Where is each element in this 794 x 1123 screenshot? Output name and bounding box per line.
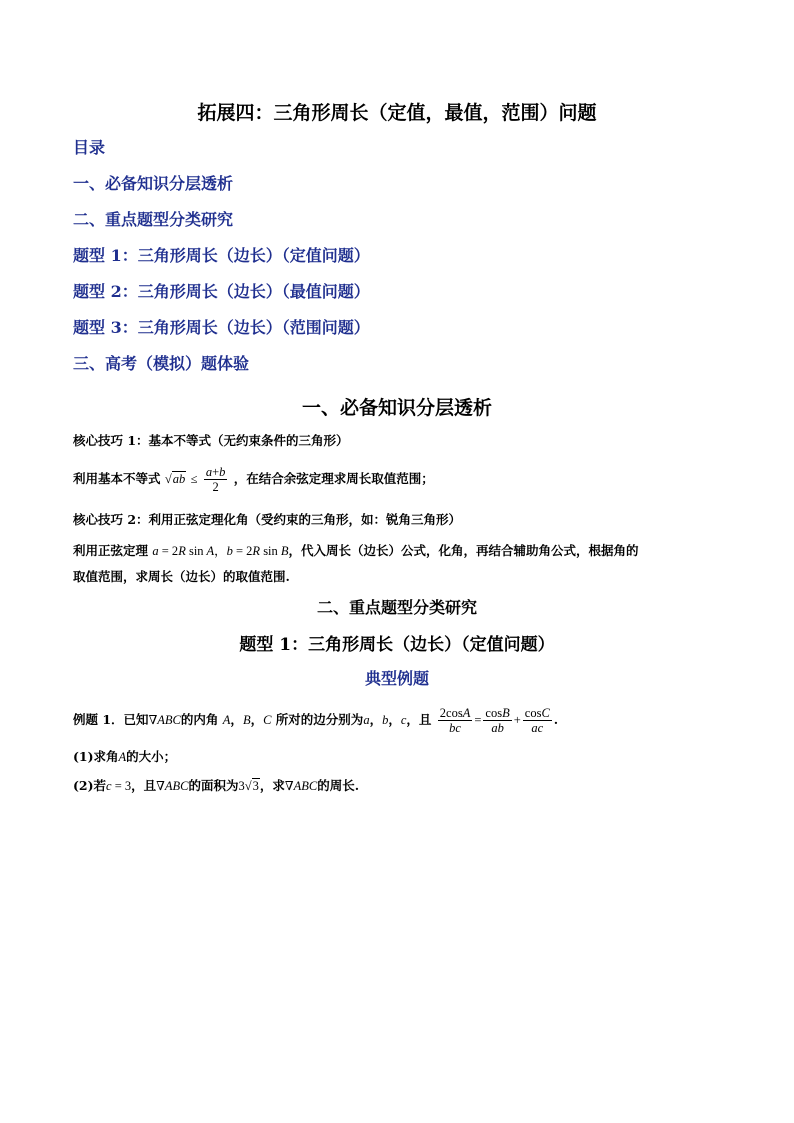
section1-heading: 一、必备知识分层透析 (301, 397, 492, 419)
page-title: 拓展四：三角形周长（定值，最值，范围）问题 (197, 102, 597, 124)
toc-item[interactable]: 一、必备知识分层透析 (73, 174, 234, 193)
inequality-formula: √ab ≤ $\frac{a+b}{2}$ (164, 465, 226, 494)
tip2-line1-prefix: 利用正弦定理 (73, 543, 149, 558)
tip1-suffix: ，在结合余弦定理求周长取值范围； (233, 471, 434, 486)
toc-item[interactable]: 三、高考（模拟）题体验 (73, 354, 250, 373)
tip2-body: 利用正弦定理 a = 2R sin A，b = 2R sin B，代入周长（边长）公式，化角，再结合辅助角公式，根据角的 取值范围，求周长（边长）的取值范围. (73, 543, 639, 584)
table-of-contents (73, 136, 370, 388)
tip1-prefix: 利用基本不等式 (73, 471, 161, 486)
toc-item[interactable]: 二、重点题型分类研究 (73, 210, 234, 229)
question-1: (1)求角A的大小； (73, 749, 177, 764)
example-heading: 典型例题 (364, 669, 429, 688)
toc-item[interactable]: 题型 1：三角形周长（边长）（定值问题） (73, 246, 370, 265)
toc-heading: 目录 (73, 138, 106, 157)
tip1-title: 核心技巧 1：基本不等式（无约束条件的三角形） (73, 433, 349, 448)
tip2-title: 核心技巧 2：利用正弦定理化角（受约束的三角形，如：锐角三角形） (73, 512, 462, 527)
question-2: (2)若c = 3，且∇ABC的面积为3√3，求∇ABC的周长. (73, 778, 360, 793)
example-equation: $\frac{2\cos A}{bc}$ = $\frac{\cos B}{ab}$ + $\frac{\cos C}{ac}$ . (439, 706, 559, 735)
tip2-line1-suffix: ，代入周长（边长）公式，化角，再结合辅助角公式，根据角的 (288, 543, 639, 558)
triangle-symbol: ∇ABC (148, 713, 181, 727)
sine-law-formula: a = 2R sin A (152, 544, 215, 558)
toc-item[interactable]: 题型 3：三角形周长（边长）（范围问题） (73, 318, 370, 337)
tip1-body (73, 462, 723, 496)
tip2-line2: 取值范围，求周长（边长）的取值范围. (73, 569, 290, 584)
example-1: 例题 1．已知∇ABC的内角 A，B，C 所对的边分别为a，b，c，且 $\frac{2\cos A}{bc}$ = $\frac{\cos B}{ab}$ + $\frac{\cos C}{ac}$ . (73, 706, 559, 735)
example-label: 例题 1．已知 (73, 712, 149, 727)
section2-subheading: 题型 1：三角形周长（边长）（定值问题） (239, 635, 555, 655)
section2-heading: 二、重点题型分类研究 (316, 598, 477, 617)
toc-item[interactable]: 题型 2：三角形周长（边长）（最值问题） (73, 282, 370, 301)
